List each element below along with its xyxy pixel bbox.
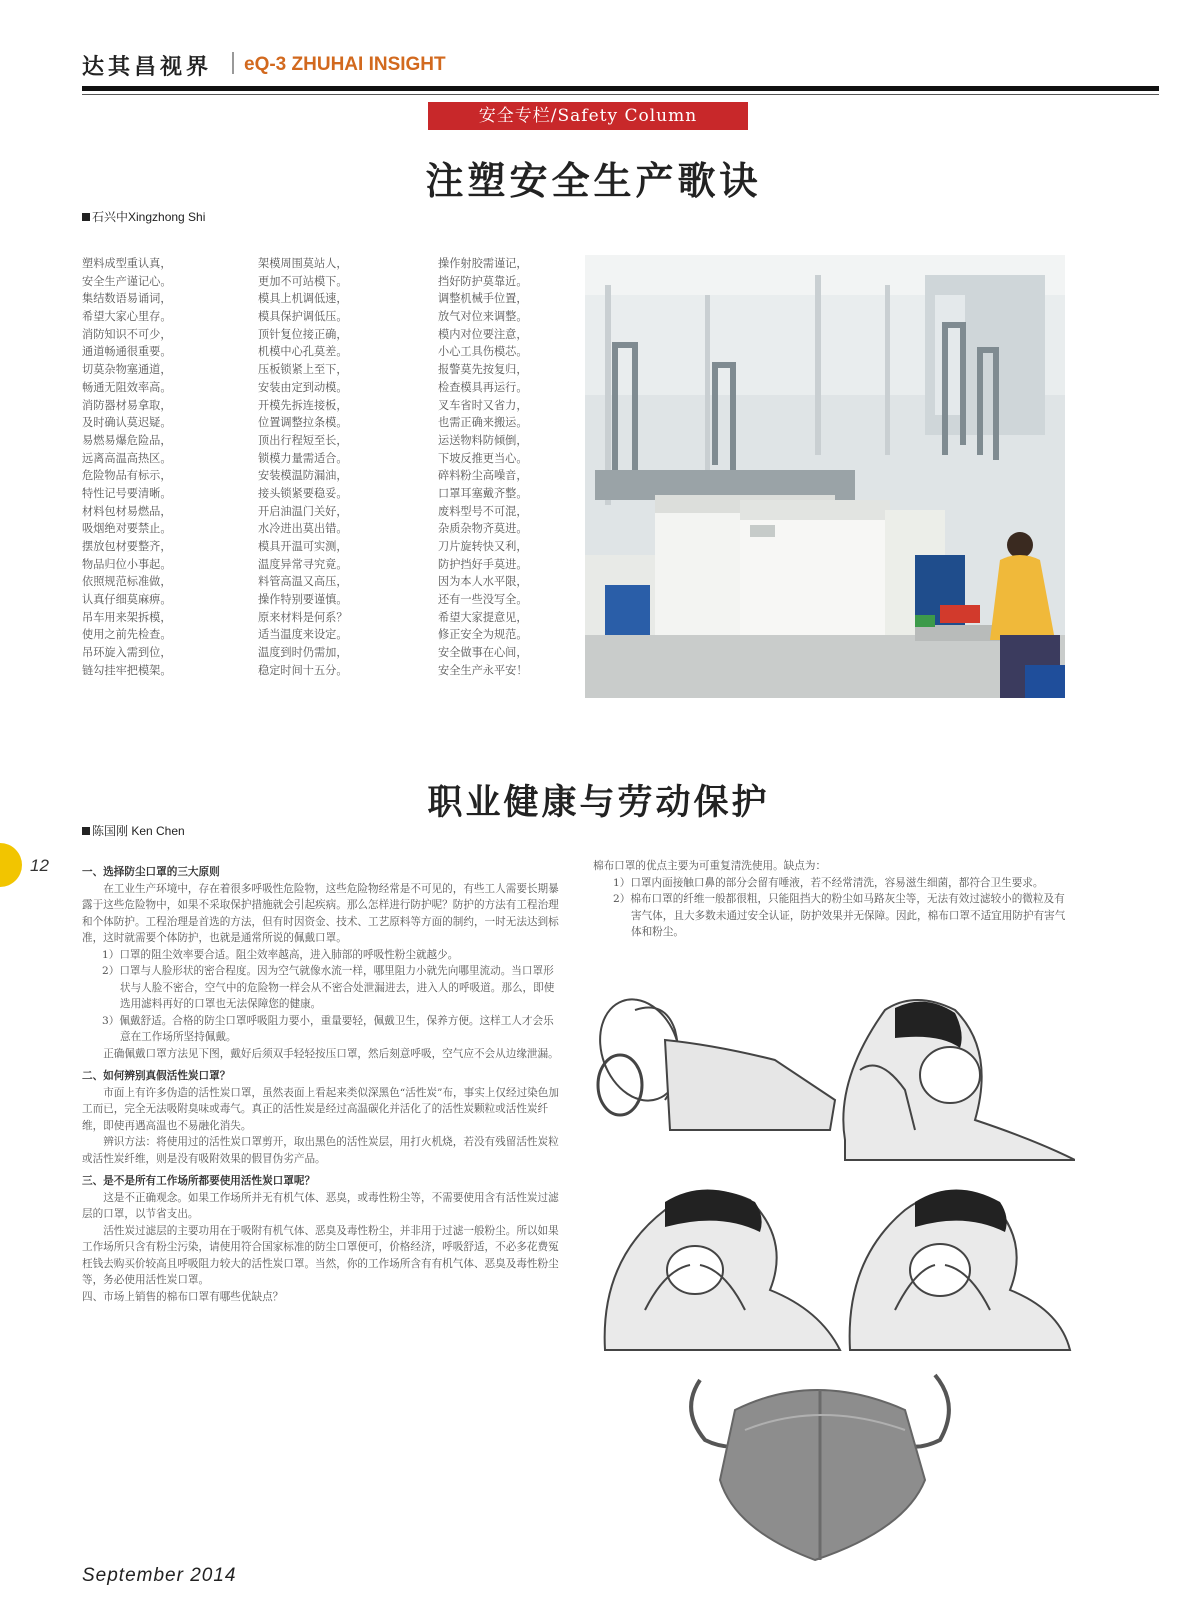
- list-item: 1）口罩内面接触口鼻的部分会留有唾液，若不经常清洗，容易滋生细菌，都符合卫生要求。: [613, 876, 1044, 889]
- list-item: 3）佩戴舒适。合格的防尘口罩呼吸阻力要小，重量要轻，佩戴卫生，保养方便。这样工人才会乐意在工作场所坚持佩戴。: [102, 1014, 554, 1043]
- poem-line: 防护挡好手莫进。: [438, 557, 528, 571]
- poem-line: 消防器材易拿取，: [82, 398, 172, 412]
- factory-photo: [585, 255, 1065, 698]
- poem-line: 顶出行程短至长，: [258, 433, 348, 447]
- poem-line: 放气对位来调整。: [438, 310, 528, 324]
- poem-line: 温度到时仍需加，: [258, 646, 348, 660]
- poem-line: 安全做事在心间，: [438, 646, 528, 660]
- poem-line: 小心工具伤模芯。: [438, 345, 528, 359]
- poem-line: 稳定时间十五分。: [258, 663, 348, 677]
- article1-author: [82, 208, 205, 225]
- poem-line: 吊车用来架拆模，: [82, 610, 172, 624]
- list-item: 1）口罩的阻尘效率要合适。阻尘效率越高，进入肺部的呼吸性粉尘就越少。: [102, 948, 459, 961]
- poem-line: 碎料粉尘高噪音，: [438, 469, 528, 483]
- author-name: 石兴中Xingzhong Shi: [92, 210, 206, 224]
- poem-line: 口罩耳塞戴齐整。: [438, 486, 528, 500]
- footer-date: September 2014: [82, 1565, 237, 1586]
- author-name: 陈国刚 Ken Chen: [92, 824, 185, 838]
- poem-line: 及时确认莫迟疑。: [82, 416, 172, 430]
- paragraph: 活性炭过滤层的主要功用在于吸附有机气体、恶臭及毒性粉尘，并非用于过滤一般粉尘。所以如果工作场所只含有粉尘污染，请使用符合国家标准的防尘口罩便可，价格经济，呼吸舒适，不必多花费冤枉钱去购买价较高且呼吸阻力较大的活性炭口罩。当然，你的工作场所含有有机气体、恶臭及毒性粉尘等，务必使用活性炭口罩。: [82, 1224, 559, 1286]
- poem-line: 希望大家心里存。: [82, 310, 172, 324]
- poem-line: 更加不可站模下。: [258, 274, 348, 288]
- poem-line: 吊环旋入需到位，: [82, 646, 172, 660]
- poem-line: 废料型号不可混，: [438, 504, 528, 518]
- section-heading: 一、选择防尘口罩的三大原则: [82, 866, 220, 878]
- dust-mask-photo: [691, 1375, 949, 1560]
- poem-line: 刀片旋转快又利，: [438, 540, 528, 553]
- author-square-icon: [82, 213, 90, 221]
- poem-line: 也需正确来搬运。: [438, 416, 528, 430]
- poem-line: 切莫杂物塞通道，: [82, 363, 172, 377]
- paragraph: 在工业生产环境中，存在着很多呼吸性危险物，这些危险物经常是不可见的，有些工人需要长期暴露于这些危险物中，如果不采取保护措施就会引起疾病。那么怎样进行防护呢？防护的方法有工程治理和个体防护。工程治理是首选的方法，但有时因资金、技术、工艺原料等方面的制约，一时无法达到标准，这时就需要个体防护，也就是通常所说的佩戴口罩。: [82, 882, 559, 944]
- article2-author: [82, 822, 185, 839]
- poem-line: 畅通无阻效率高。: [82, 380, 172, 394]
- paragraph: 四、市场上销售的棉布口罩有哪些优缺点？: [82, 1290, 284, 1303]
- poem-line: 模内对位要注意，: [438, 327, 528, 341]
- header-rule: [82, 86, 1159, 91]
- header-divider: [232, 52, 234, 74]
- article2-left-column: [82, 858, 562, 1305]
- poem-column-2: [258, 255, 348, 680]
- poem-line: 机模中心孔莫差。: [258, 345, 348, 359]
- author-square-icon: [82, 827, 90, 835]
- poem-line: 温度异常寻究竟。: [258, 557, 348, 571]
- column-banner: 安全专栏/Safety Column: [428, 102, 748, 130]
- poem-line: 吸烟绝对要禁止。: [82, 522, 172, 536]
- poem-line: 叉车省时又省力，: [438, 398, 528, 412]
- poem-line: 下坡反推更当心。: [438, 451, 528, 465]
- poem-line: 料管高温又高压，: [258, 575, 348, 589]
- poem-line: 物品归位小事起。: [82, 557, 172, 571]
- section-heading: 三、是不是所有工作场所都要使用活性炭口罩呢？: [82, 1175, 316, 1187]
- header-rule-thin: [82, 94, 1159, 95]
- poem-line: 认真仔细莫麻痹。: [82, 593, 172, 607]
- poem-line: 模具上机调低速，: [258, 292, 348, 306]
- poem-line: 集结数语易诵词，: [82, 292, 172, 306]
- page-badge: [0, 843, 22, 887]
- poem-line: 压板锁紧上至下，: [258, 363, 348, 377]
- paragraph: 这是不正确观念。如果工作场所并无有机气体、恶臭，或毒性粉尘等，不需要使用含有活性炭过滤层的口罩，以节省支出。: [82, 1191, 559, 1220]
- poem-line: 适当温度来设定。: [258, 628, 348, 642]
- article2-title: 职业健康与劳动保护: [427, 782, 770, 823]
- poem-line: 安装由定到动模。: [258, 380, 348, 394]
- poem-line: 危险物品有标示，: [82, 469, 172, 483]
- poem-line: 接头锁紧要稳妥。: [258, 486, 348, 500]
- poem-line: 远离高温高热区。: [82, 451, 172, 465]
- section-heading: 二、如何辨别真假活性炭口罩？: [82, 1070, 231, 1082]
- poem-line: 消防知识不可少，: [82, 327, 172, 341]
- poem-line: 模具保护调低压。: [258, 310, 348, 324]
- mask-step-3: [605, 1190, 840, 1351]
- poem-line: 运送物料防倾倒，: [438, 433, 528, 447]
- mask-step-1: [595, 990, 835, 1130]
- page-number: 12: [30, 856, 49, 875]
- paragraph: 市面上有许多伪造的活性炭口罩，虽然表面上看起来类似深黑色“活性炭”布，事实上仅经过染色加工而已，完全无法吸附臭味或毒气。真正的活性炭是经过高温碳化并活化了的活性炭颗粒或活性炭纤维，即使再遇高温也不易融化消失。: [82, 1086, 559, 1132]
- poem-line: 安装模温防漏油，: [258, 469, 348, 483]
- list-item: 2）口罩与人脸形状的密合程度。因为空气就像水流一样，哪里阻力小就先向哪里流动。当口罩形状与人脸不密合，空气中的危险物一样会从不密合处泄漏进去，进入人的呼吸道。那么，即使选用滤料再好的口罩也无法保障您的健康。: [102, 965, 555, 1010]
- mask-wearing-illustrations: [595, 990, 1075, 1570]
- poem-line: 挡好防护莫靠近。: [438, 274, 528, 288]
- poem-line: 安全生产永平安！: [438, 663, 528, 677]
- poem-line: 模具开温可实测，: [258, 540, 348, 553]
- poem-line: 开模先拆连接板，: [258, 398, 348, 412]
- poem-line: 检查模具再运行。: [438, 380, 528, 394]
- poem-column-3: [438, 255, 528, 680]
- poem-line: 调整机械手位置，: [438, 292, 528, 306]
- poem-line: 特性记号要清晰。: [82, 486, 172, 500]
- poem-line: 位置调整拉条模。: [258, 416, 348, 430]
- poem-line: 还有一些没写全。: [438, 593, 528, 607]
- poem-line: 锁模力量需适合。: [258, 451, 348, 465]
- poem-line: 摆放包材要整齐，: [82, 540, 172, 553]
- poem-line: 杂质杂物齐莫进。: [438, 522, 528, 536]
- paragraph: 正确佩戴口罩方法见下图，戴好后须双手轻轻按压口罩，然后刻意呼吸，空气应不会从边缘泄漏。: [103, 1047, 559, 1060]
- poem-line: 塑料成型重认真，: [82, 257, 172, 270]
- poem-line: 顶针复位接正确，: [258, 327, 348, 341]
- poem-line: 安全生产谨记心。: [82, 274, 172, 288]
- poem-line: 开启油温门关好，: [258, 504, 348, 518]
- poem-line: 修正安全为规范。: [438, 628, 528, 642]
- poem-line: 通道畅通很重要。: [82, 345, 172, 359]
- poem-column-1: [82, 255, 172, 680]
- poem-line: 易燃易爆危险品，: [82, 433, 172, 447]
- poem-line: 依照规范标准做，: [82, 575, 172, 589]
- header-brand: 达其昌视界: [82, 54, 213, 80]
- article2-right-column: [593, 858, 1069, 941]
- poem-line: 操作特别要谨慎。: [258, 593, 348, 607]
- poem-line: 架模周围莫站人，: [258, 257, 348, 270]
- poem-line: 希望大家提意见，: [438, 610, 528, 624]
- paragraph: 棉布口罩的优点主要为可重复清洗使用。缺点为：: [593, 860, 827, 872]
- paragraph: 辨识方法：将使用过的活性炭口罩剪开，取出黑色的活性炭层，用打火机烧，若没有残留活性炭粒或活性炭纤维，则是没有吸附效果的假冒伪劣产品。: [82, 1136, 559, 1165]
- poem-line: 原来材料是何系？: [258, 610, 348, 624]
- poem-line: 操作射胶需谨记，: [438, 257, 528, 270]
- poem-line: 链勾挂牢把模架。: [82, 663, 172, 677]
- poem-line: 使用之前先检查。: [82, 628, 172, 642]
- poem-line: 因为本人水平限，: [438, 575, 528, 589]
- mask-step-2: [843, 1000, 1075, 1160]
- poem-line: 材料包材易燃品，: [82, 504, 172, 518]
- poem-line: 报警莫先按复归，: [438, 363, 528, 377]
- poem-line: 水冷进出莫出错。: [258, 522, 348, 536]
- header-subtitle: eQ-3 ZHUHAI INSIGHT: [244, 54, 446, 75]
- list-item: 2）棉布口罩的纤维一般都很粗，只能阻挡大的粉尘如马路灰尘等，无法有效过滤较小的微粒及有害气体，且大多数未通过安全认证，防护效果并无保障。因此，棉布口罩不适宜用防护有害气体和粉尘。: [613, 893, 1066, 938]
- article1-title: 注塑安全生产歌诀: [425, 158, 762, 203]
- mask-step-4: [850, 1190, 1070, 1351]
